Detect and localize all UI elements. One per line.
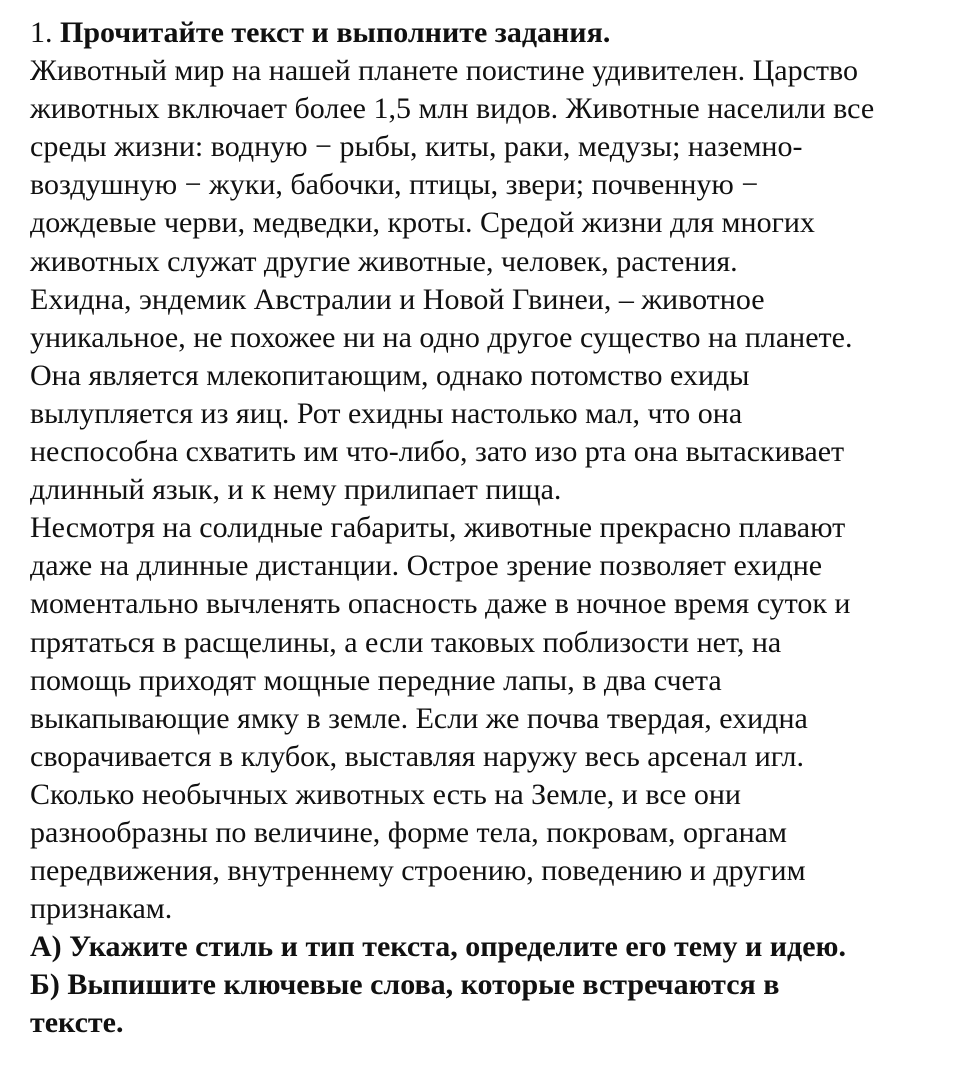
text-line: выкапывающие ямку в земле. Если же почва твердая, ехидна [30, 701, 808, 735]
task-heading [30, 14, 960, 52]
task-number: 1. [30, 16, 53, 49]
text-line: прятаться в расщелины, а если таковых поблизости нет, на [30, 625, 782, 659]
question-b: Б) Выпишите ключевые слова, которые встречаются в [30, 968, 780, 1002]
text-line: уникальное, не похожее ни на одно другое существо на планете. [30, 320, 853, 354]
text-line: среды жизни: водную − рыбы, киты, раки, медузы; наземно- [30, 130, 803, 164]
text-line: Она является млекопитающим, однако потомство ехиды [30, 358, 750, 392]
text-line: вылупляется из яиц. Рот ехидны настолько мал, что она [30, 396, 743, 430]
body-text [30, 52, 960, 928]
text-line: длинный язык, и к нему прилипает пища. [30, 473, 562, 507]
text-line: моментально вычленять опасность даже в ночное время суток и [30, 587, 851, 621]
text-line: сворачивается в клубок, выставляя наружу весь арсенал игл. [30, 739, 805, 773]
text-line: неспособна схватить им что-либо, зато изо рта она вытаскивает [30, 435, 845, 469]
text-line: передвижения, внутреннему строению, поведению и другим [30, 854, 806, 888]
text-line: животных служат другие животные, человек, растения. [30, 244, 738, 278]
text-line: разнообразны по величине, форме тела, покровам, органам [30, 815, 787, 849]
text-line: Ехидна, эндемик Австралии и Новой Гвинеи, – животное [30, 282, 765, 316]
questions [30, 928, 960, 1042]
text-line: животных включает более 1,5 млн видов. Животные населили все [30, 92, 875, 126]
question-a: А) Укажите стиль и тип текста, определите его тему и идею. [30, 930, 846, 964]
text-line: Несмотря на солидные габариты, животные прекрасно плавают [30, 511, 846, 545]
text-line: Животный мир на нашей планете поистине удивителен. Царство [30, 54, 859, 88]
task-title: Прочитайте текст и выполните задания. [60, 16, 611, 49]
text-line: дождевые черви, медведки, кроты. Средой жизни для многих [30, 206, 815, 240]
question-b-continued: тексте. [30, 1006, 124, 1040]
text-line: признакам. [30, 892, 173, 926]
text-line: помощь приходят мощные передние лапы, в два счета [30, 663, 722, 697]
document-page [30, 14, 960, 1043]
text-line: даже на длинные дистанции. Острое зрение позволяет ехидне [30, 549, 823, 583]
text-line: воздушную − жуки, бабочки, птицы, звери; почвенную − [30, 168, 759, 202]
text-line: Сколько необычных животных есть на Земле, и все они [30, 777, 741, 811]
